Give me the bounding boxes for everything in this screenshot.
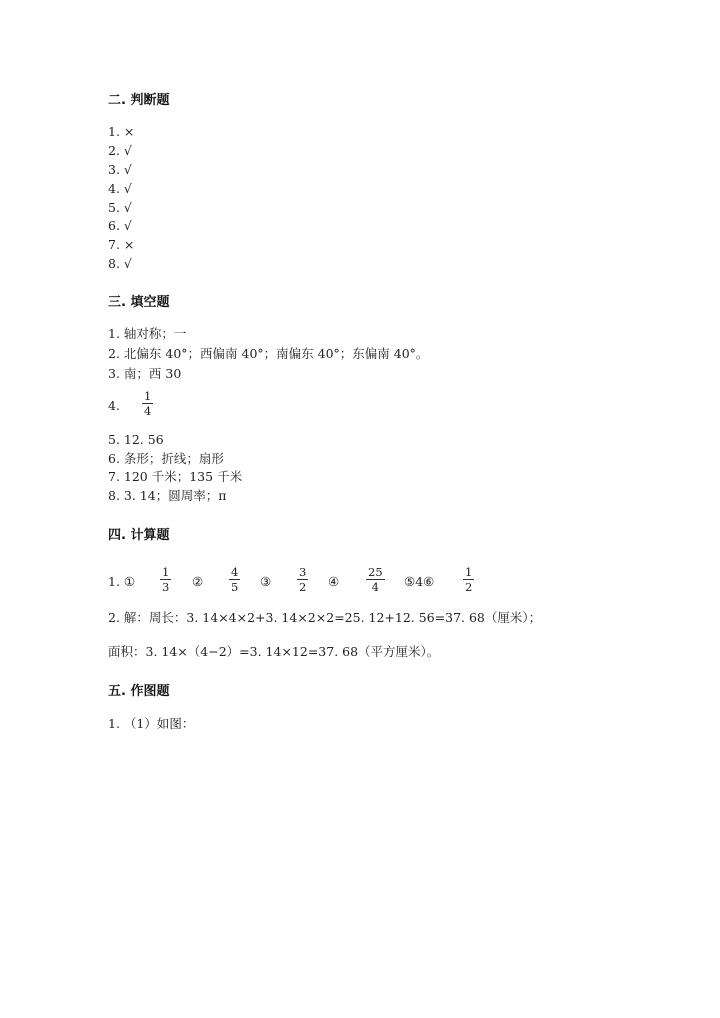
calc-marker-5-6: ⑤4⑥ xyxy=(404,574,435,589)
fraction xyxy=(297,566,308,593)
calc-fraction-6-wrapper xyxy=(463,566,474,593)
fraction-denominator: 5 xyxy=(231,580,239,594)
fraction xyxy=(142,390,153,417)
calc-marker-4: ④ xyxy=(328,574,340,589)
judgement-answer-5: 5. √ xyxy=(108,200,132,215)
section-heading-fill-blank: 三. 填空题 xyxy=(108,295,170,310)
fill-answer-4-label: 4. xyxy=(108,398,120,413)
section-heading-calculation: 四. 计算题 xyxy=(108,528,170,543)
calc-fraction-1-wrapper xyxy=(160,566,171,593)
judgement-answer-1: 1. × xyxy=(108,124,135,139)
fraction-denominator: 2 xyxy=(465,580,473,594)
fraction-numerator: 4 xyxy=(231,565,239,579)
fraction-numerator: 1 xyxy=(144,389,152,403)
fill-answer-3: 3. 南；西 30 xyxy=(108,366,182,381)
fraction-denominator: 2 xyxy=(299,580,307,594)
fraction-denominator: 4 xyxy=(371,580,379,594)
calc-fraction-2-wrapper xyxy=(229,566,240,593)
judgement-answer-3: 3. √ xyxy=(108,162,132,177)
fraction-denominator: 4 xyxy=(144,404,152,418)
fill-answer-1: 1. 轴对称；一 xyxy=(108,326,187,341)
section-heading-drawing: 五. 作图题 xyxy=(108,684,170,699)
judgement-answer-7: 7. × xyxy=(108,237,135,252)
fill-answer-4-fraction xyxy=(142,390,153,417)
fill-answer-8: 8. 3. 14；圆周率；π xyxy=(108,488,227,503)
calc-marker-2: ② xyxy=(192,574,204,589)
calc-fraction-4-wrapper xyxy=(366,566,385,593)
fraction-numerator: 3 xyxy=(299,565,307,579)
calc-answer-2-area: 面积：3. 14×（4−2）=3. 14×12=37. 68（平方厘米）。 xyxy=(108,644,440,659)
fraction-numerator: 1 xyxy=(162,565,170,579)
judgement-answer-4: 4. √ xyxy=(108,181,132,196)
fraction-numerator: 25 xyxy=(368,565,383,579)
calc-answer-2-perimeter: 2. 解：周长：3. 14×4×2+3. 14×2×2=25. 12+12. 56=37. 68（厘米）； xyxy=(108,610,542,625)
section-heading-judgement: 二. 判断题 xyxy=(108,93,170,108)
calc-label-1: 1. ① xyxy=(108,574,136,589)
fraction xyxy=(463,566,474,593)
fill-answer-2: 2. 北偏东 40°；西偏南 40°；南偏东 40°；东偏南 40°。 xyxy=(108,346,429,361)
fill-answer-7: 7. 120 千米；135 千米 xyxy=(108,469,243,484)
fill-answer-6: 6. 条形；折线；扇形 xyxy=(108,451,224,466)
fraction xyxy=(160,566,171,593)
fill-answer-5: 5. 12. 56 xyxy=(108,432,164,447)
judgement-answer-2: 2. √ xyxy=(108,143,132,158)
fraction xyxy=(366,566,385,593)
calc-fraction-3-wrapper xyxy=(297,566,308,593)
judgement-answer-8: 8. √ xyxy=(108,256,132,271)
judgement-answer-6: 6. √ xyxy=(108,218,132,233)
fraction-numerator: 1 xyxy=(465,565,473,579)
fraction-denominator: 3 xyxy=(162,580,170,594)
drawing-answer-1: 1. （1）如图： xyxy=(108,716,195,731)
calc-marker-3: ③ xyxy=(260,574,272,589)
fraction xyxy=(229,566,240,593)
